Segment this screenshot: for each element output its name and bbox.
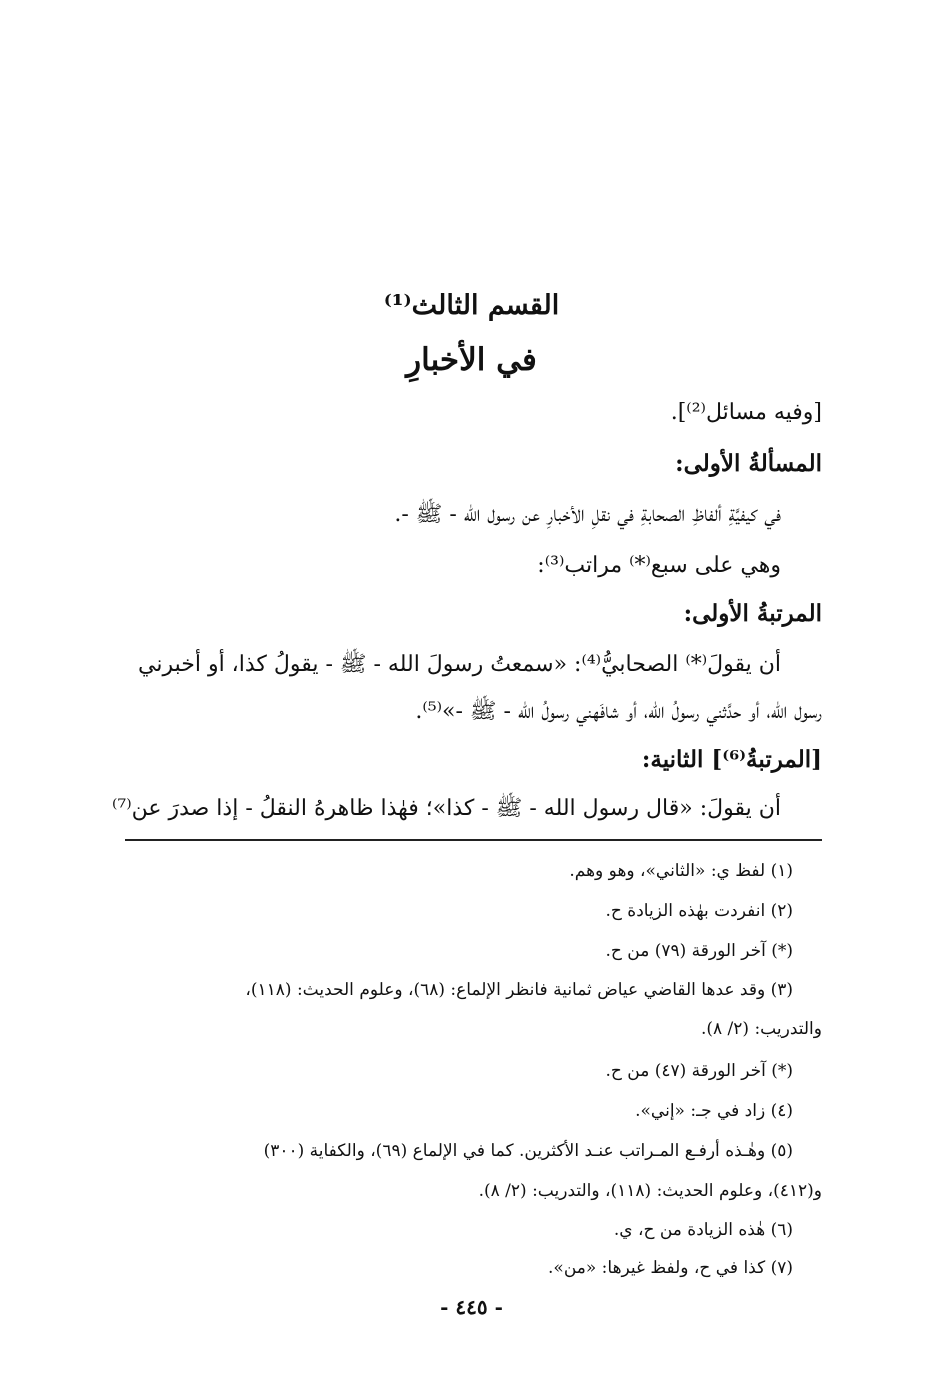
rank-1-text-line-2: رسول الله، أو حدَّثني رسولُ الله، أو شافَهني رسولُ الله - ﷺ -»⁽⁵⁾.	[415, 699, 822, 724]
footnote-7: (٧) كذا في ح، ولفظ غيرها: «من».	[548, 1258, 793, 1278]
footnote-5-line-1: (٥) وهٰـذه أرفـع المـراتب عنـد الأكثرين. كما في الإلماع (٦٩)، والكفاية (٣٠٠)	[263, 1141, 793, 1161]
footnote-2: (٢) انفردت بهٰذه الزيادة ح.	[605, 901, 793, 921]
rank-1-heading: المرتبةُ الأولى:	[683, 600, 822, 627]
footnote-star-2: (*) آخر الورقة (٤٧) من ح.	[605, 1061, 793, 1081]
issue-1-text: في كيفيَّةِ ألفاظِ الصحابةِ في نقلِ الأخبارِ عن رسول الله - ﷺ -.	[394, 502, 781, 527]
page-number: - ٤٤٥ -	[440, 1295, 503, 1319]
issue-1-heading: المسألةُ الأولى:	[675, 450, 822, 477]
footnote-star-1: (*) آخر الورقة (٧٩) من ح.	[605, 941, 793, 961]
intro-line: [وفيه مسائل⁽²⁾].	[670, 400, 822, 425]
ranks-intro: وهي على سبع⁽*⁾ مراتب⁽³⁾:	[537, 553, 781, 578]
footnote-3-line-1: (٣) وقد عدها القاضي عياض ثمانية فانظر الإلماع: (٦٨)، وعلوم الحديث: (١١٨)،	[245, 980, 793, 1000]
rank-1-text-line-1: أن يقولَ⁽*⁾ الصحابيُّ⁽⁴⁾: «سمعتُ رسولَ الله - ﷺ - يقولُ كذا، أو أخبرني	[138, 652, 781, 677]
footnote-3-line-2: والتدريب: (٢/ ٨).	[700, 1019, 822, 1039]
section-title: القسم الثالث⁽¹⁾	[383, 290, 560, 321]
footnote-1: (١) لفظ ي: «الثاني»، وهو وهم.	[569, 861, 793, 881]
rank-2-heading: [المرتبةُ⁽⁶⁾] الثانية:	[641, 746, 822, 773]
footnote-4: (٤) زاد في جـ: «إني».	[635, 1101, 793, 1121]
footnote-5-line-2: و(٤١٢)، وعلوم الحديث: (١١٨)، والتدريب: (٢/ ٨).	[478, 1181, 822, 1201]
footnote-separator	[125, 839, 822, 841]
footnote-6: (٦) هٰذه الزيادة من ح، ي.	[613, 1220, 793, 1240]
section-subtitle: في الأخبارِ	[406, 342, 537, 378]
rank-2-text: أن يقولَ: «قال رسول الله - ﷺ - كذا»؛ فهٰذا ظاهرهُ النقلُ - إذا صدرَ عن⁽⁷⁾	[111, 796, 781, 821]
